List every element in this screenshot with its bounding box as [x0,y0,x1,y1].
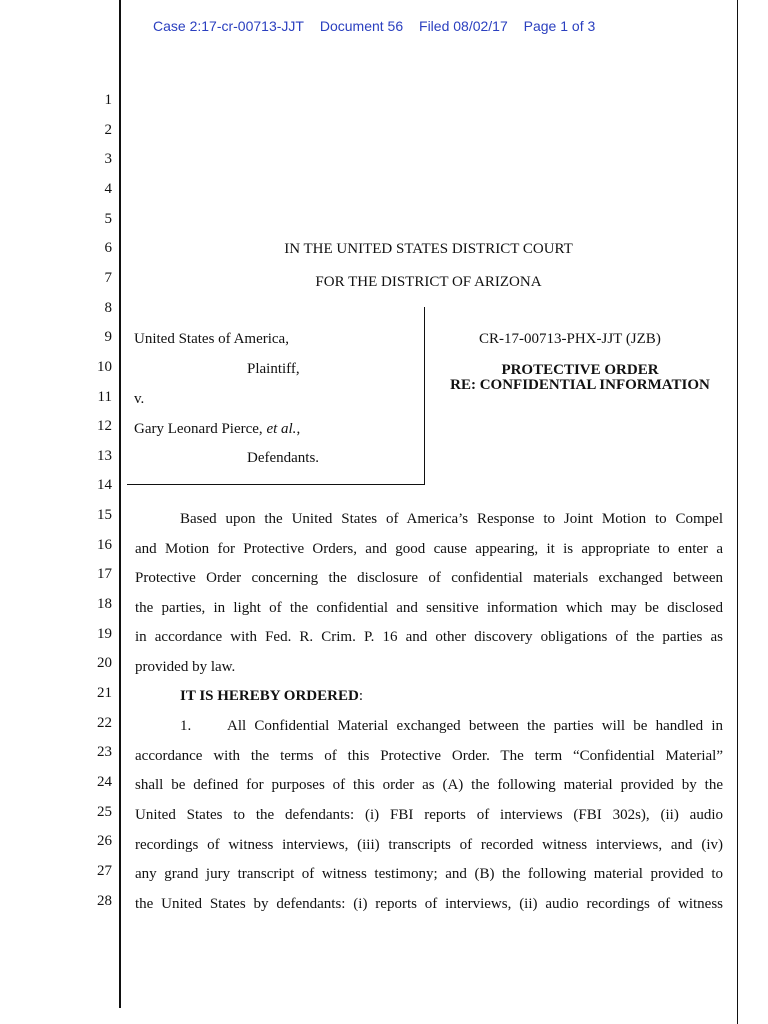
line-number: 8 [104,299,112,316]
line-number: 14 [97,477,112,494]
body-line: All Confidential Material exchanged between the parties will be handled in [227,718,723,734]
line-number: 1 [104,92,112,108]
line-number: 9 [104,329,112,346]
line-number: 17 [97,566,112,583]
case-number: CR-17-00713-PHX-JJT (JZB) [479,331,661,347]
line-number: 3 [104,151,112,168]
body-line: provided by law. [135,659,236,675]
line-number: 18 [97,596,112,613]
line-number: 13 [97,447,112,464]
body-line: Based upon the United States of America’s Response to Joint Motion to Compel [180,511,723,527]
left-margin-rule [119,0,121,1008]
court-name: IN THE UNITED STATES DISTRICT COURT [284,241,573,257]
body-line: Protective Order concerning the disclosure of confidential materials exchanged between [135,570,723,586]
page-count-header: Page 1 of 3 [523,18,596,34]
body-line: shall be defined for purposes of this order as (A) the following material provided by the [135,777,723,793]
versus: v. [134,391,145,407]
body-line: recordings of witness interviews, (iii) transcripts of recorded witness interviews, and (iv) [135,837,723,853]
right-margin-rule [737,0,738,1024]
body-line: United States to the defendants: (i) FBI reports of interviews (FBI 302s), (ii) audio [135,807,723,823]
line-number: 26 [97,833,112,850]
filed-date-header: Filed 08/02/17 [419,18,508,34]
defendant-name: Gary Leonard Pierce, et al., [134,421,301,437]
line-number: 24 [97,773,112,790]
line-number: 21 [97,685,112,701]
line-number: 20 [97,655,112,672]
body-line: accordance with the terms of this Protective Order. The term “Confidential Material” [135,748,723,764]
body-line: the United States by defendants: (i) reports of interviews, (ii) audio recordings of witness [135,896,723,912]
line-number: 7 [104,269,112,286]
plaintiff-role: Plaintiff, [247,361,300,377]
defendant-role: Defendants. [247,450,320,466]
ordered-heading: IT IS HEREBY ORDERED: [180,688,363,704]
line-number: 5 [104,210,112,227]
body-line: in accordance with Fed. R. Crim. P. 16 and other discovery obligations of the parties as [135,629,723,645]
line-number: 2 [104,121,112,138]
line-number: 16 [97,536,112,553]
document-number-header: Document 56 [319,18,404,34]
line-number: 6 [104,240,112,257]
line-number: 23 [97,744,112,761]
line-number: 11 [97,388,112,405]
line-number: 19 [97,625,112,642]
line-number: 4 [104,180,112,197]
line-number: 12 [97,418,112,435]
ecf-header [153,18,607,34]
line-number: 15 [97,507,112,524]
caption-divider [424,307,425,485]
line-number: 27 [97,862,112,879]
body-line: the parties, in light of the confidential and sensitive information which may be disclosed [135,600,723,616]
court-district: FOR THE DISTRICT OF ARIZONA [315,274,542,290]
body-line: and Motion for Protective Orders, and good cause appearing, it is appropriate to enter a [135,541,723,557]
line-number: 22 [97,714,112,731]
caption-underline [127,484,425,485]
order-title-line2: RE: CONFIDENTIAL INFORMATION [450,377,710,393]
order-title-line1: PROTECTIVE ORDER [501,362,659,378]
paragraph-number-1: 1. [180,718,192,734]
line-number: 25 [97,803,112,820]
body-line: any grand jury transcript of witness testimony; and (B) the following material provided to [135,866,723,882]
plaintiff-name: United States of America, [134,331,289,347]
line-number: 28 [97,892,112,909]
line-number: 10 [97,358,112,375]
case-number-header: Case 2:17-cr-00713-JJT [153,18,304,34]
